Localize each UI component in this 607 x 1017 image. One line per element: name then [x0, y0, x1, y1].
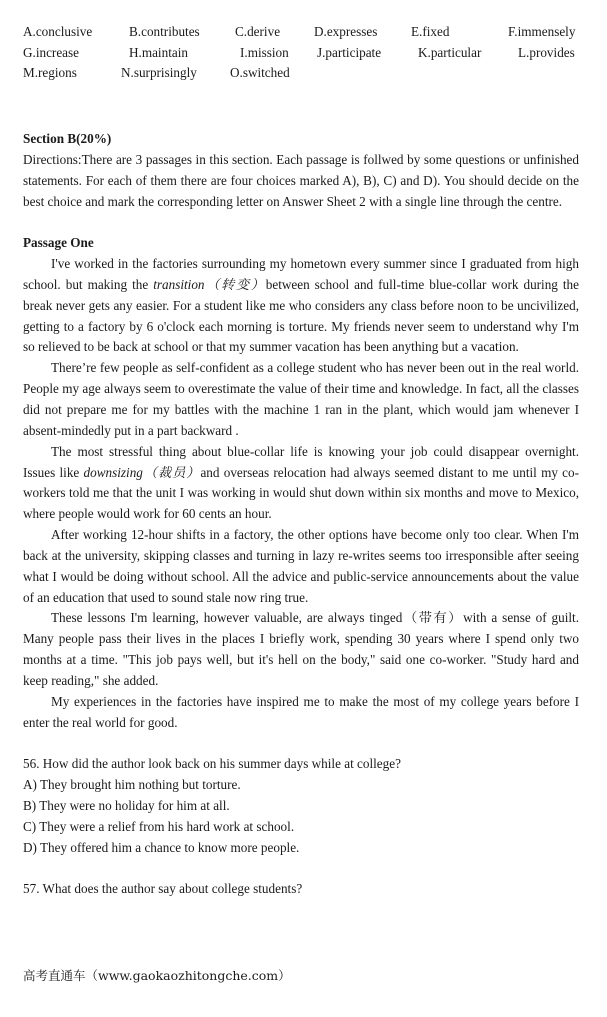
glossed-term: transition — [153, 276, 205, 292]
word-option: M.regions — [23, 65, 77, 80]
passage-paragraph — [23, 254, 579, 358]
answer-option: A) They brought him nothing but torture. — [23, 777, 241, 793]
word-option: K.particular — [418, 44, 482, 60]
word-option: G.increase — [23, 44, 80, 60]
word-bank-row — [23, 65, 583, 86]
passage-paragraph: There’re few people as self-confident as a college student who has never been out in the real world. People my age always seem to overestimate the value of their time and knowledge. In fact, all the classes did not prepare me for my battles with the machine 1 ran in the plant, which would jam whenever I absent-mindedly put in a part backward . — [23, 360, 579, 438]
spacer — [23, 212, 579, 233]
word-option: I.mission — [240, 44, 289, 60]
word-option: O.switched — [230, 65, 290, 80]
word-bank-row — [23, 45, 583, 66]
main-content — [23, 129, 579, 900]
spacer — [23, 733, 579, 754]
section-title: Section B(20%) — [23, 131, 112, 146]
word-option: C.derive — [235, 24, 281, 39]
word-bank-row — [23, 24, 583, 45]
word-option: H.maintain — [129, 44, 188, 60]
chinese-gloss: （带有） — [402, 610, 464, 626]
paragraph-text: The most stressful thing about blue-collar life is knowing your job could disappear overnight. Issues like — [23, 443, 579, 480]
answer-option: D) They offered him a chance to know more people. — [23, 839, 300, 855]
passage-paragraph: My experiences in the factories have inspired me to make the most of my college years before I enter the real world for good. — [23, 693, 579, 730]
section-directions: Directions:There are 3 passages in this section. Each passage is follwed by some questions or unfinished statements. For each of them there are four choices marked A), B), C) and D). You should decide on the best choice and mark the corresponding letter on Answer Sheet 2 with a single line through the centre. — [23, 151, 579, 209]
passage-title: Passage One — [23, 235, 94, 251]
passage-paragraph: After working 12-hour shifts in a factory, the other options have become only too clear. When I'm back at the university, skipping classes and turning in lazy re-writes seems too irresponsible after seeing what I would be doing without school. All the advice and public-service announcements about the value of an education that used to sound stale now ring true. — [23, 527, 579, 605]
word-option: F.immensely — [508, 24, 576, 39]
word-option: A.conclusive — [23, 24, 93, 39]
paragraph-text: with a sense of guilt. Many people pass their lives in the places I briefly work, spending 30 years where I spend only two months at a time. "This job pays well, but it's hell on the body," said one co-worker. "Study hard and keep reading," she added. — [23, 610, 580, 688]
passage-paragraph — [23, 442, 579, 525]
glossed-term: downsizing — [83, 464, 143, 480]
word-option: N.surprisingly — [121, 65, 197, 80]
chinese-gloss: （裁员） — [142, 464, 201, 480]
passage-paragraph — [23, 608, 579, 691]
footer-watermark: 高考直通车（www.gaokaozhitongche.com） — [23, 968, 291, 983]
paragraph-text: and overseas relocation had always seemed distant to me until my co-workers told me that the unit I was working in would shut down within six months and move to Mexico, where people would work for 60 cents an hour. — [23, 464, 580, 522]
paragraph-text: between school and full-time blue-collar work during the break never gets any easier. For a student like me who considers any class before noon to be uncivilized, getting to a factory by 6 o'clock each morning is torture. My friends never seem to understand why I'm so relieved to be back at school or that my summer vacation has been anything but a vacation. — [23, 276, 580, 355]
question-stem: 57. What does the author say about college students? — [23, 881, 303, 897]
answer-option: C) They were a relief from his hard work at school. — [23, 818, 295, 834]
chinese-gloss: （转变） — [204, 276, 266, 292]
spacer — [23, 859, 579, 880]
word-option: E.fixed — [411, 24, 450, 39]
word-option: J.participate — [317, 44, 382, 60]
word-option: B.contributes — [129, 24, 200, 39]
answer-option: B) They were no holiday for him at all. — [23, 798, 230, 813]
question-stem: 56. How did the author look back on his summer days while at college? — [23, 756, 401, 772]
paragraph-text: These lessons I'm learning, however valuable, are always tinged — [51, 610, 403, 626]
paragraph-text: I've worked in the factories surrounding my hometown every summer since I graduated from high school. but making the — [23, 256, 579, 292]
word-bank — [23, 24, 583, 86]
word-option: L.provides — [518, 44, 575, 60]
word-option: D.expresses — [314, 24, 378, 39]
